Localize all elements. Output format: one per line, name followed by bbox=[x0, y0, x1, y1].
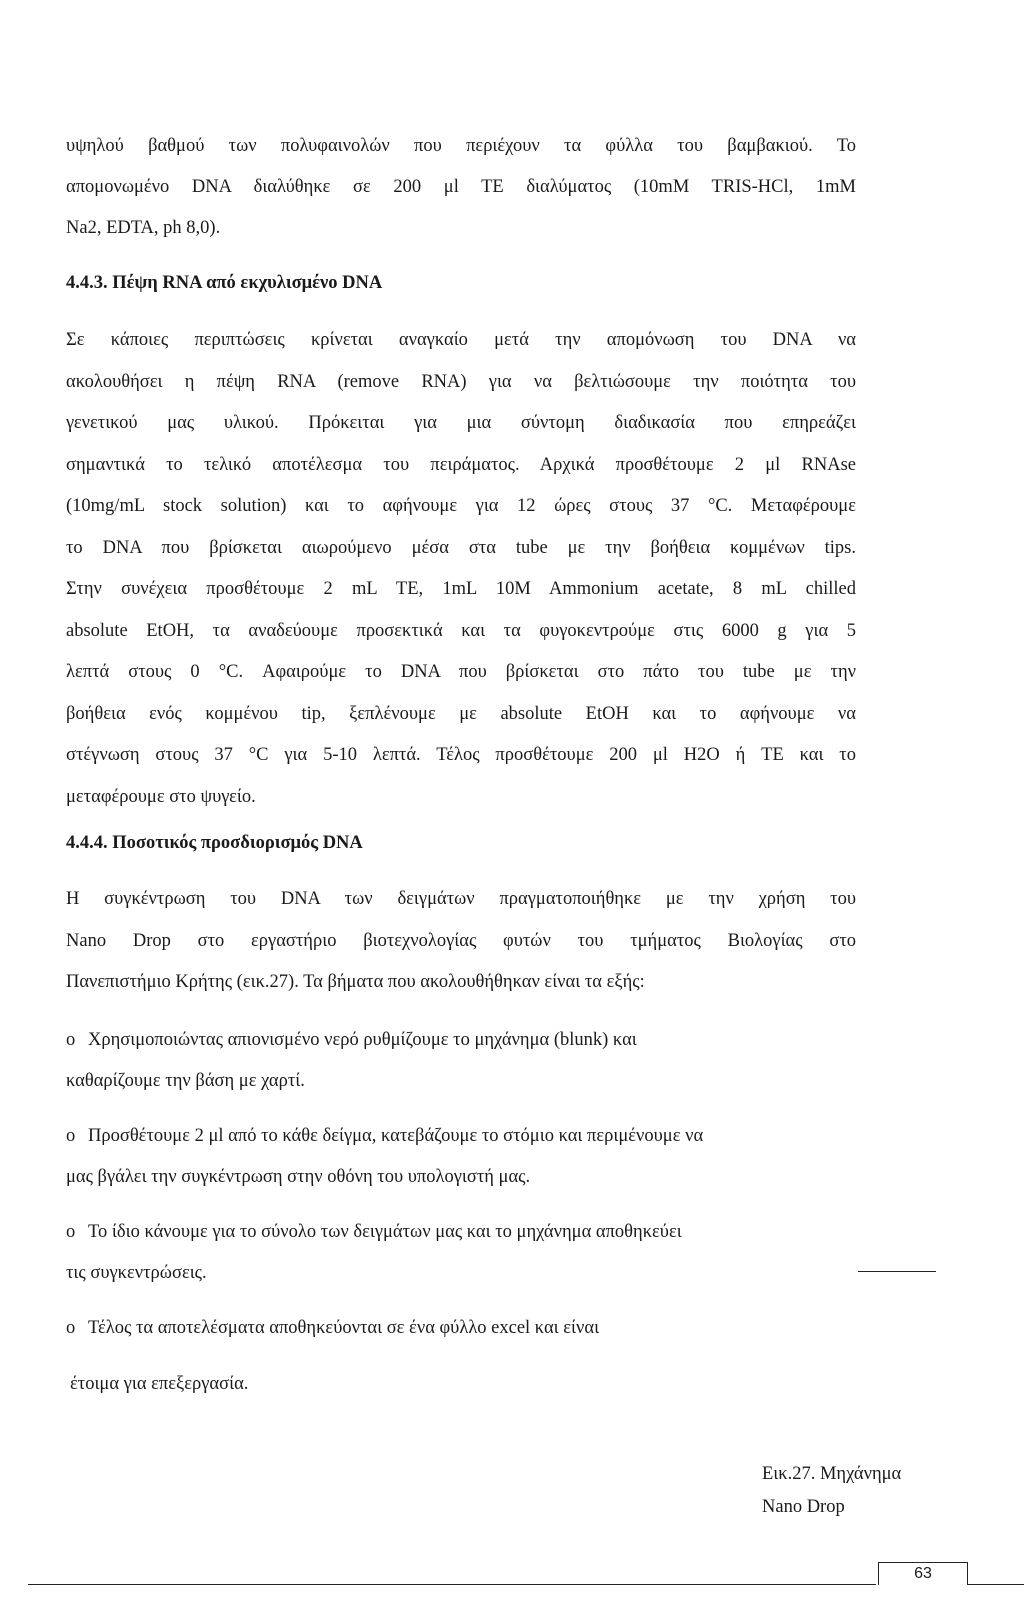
body-line: Στην συνέχεια προσθέτουμε 2 mL TE, 1mL 10M Ammonium acetate, 8 mL chilled bbox=[66, 579, 856, 599]
footer-rule bbox=[28, 1584, 876, 1585]
heading-title: Ποσοτικός προσδιορισμός DNA bbox=[112, 833, 363, 853]
body-line: Nano Drop στο εργαστήριο βιοτεχνολογίας φυτών του τμήματος Βιολογίας στο bbox=[66, 931, 856, 951]
bullet-text: Τέλος τα αποτελέσματα αποθηκεύονται σε ένα φύλλο excel και είναι bbox=[88, 1318, 600, 1338]
figure-caption-line: Nano Drop bbox=[762, 1497, 845, 1517]
body-line: σημαντικά το τελικό αποτέλεσμα του πειράματος. Αρχικά προσθέτουμε 2 μl RNAse bbox=[66, 455, 856, 475]
bullet-continuation: καθαρίζουμε την βάση με χαρτί. bbox=[66, 1071, 305, 1091]
body-line: ακολουθήσει η πέψη RNA (remove RNA) για να βελτιώσουμε την ποιότητα του bbox=[66, 372, 856, 392]
section-heading-4-4-4 bbox=[66, 833, 363, 854]
bullet-text: Προσθέτουμε 2 μl από το κάθε δείγμα, κατεβάζουμε το στόμιο και περιμένουμε να bbox=[88, 1126, 704, 1146]
body-line: (10mg/mL stock solution) και το αφήνουμε για 12 ώρες στους 37 °C. Μεταφέρουμε bbox=[66, 496, 856, 516]
heading-number: 4.4.3. bbox=[66, 273, 108, 293]
body-line: Η συγκέντρωση του DNA των δειγμάτων πραγματοποιήθηκε με την χρήση του bbox=[66, 889, 856, 909]
bullet-continuation: μας βγάλει την συγκέντρωση στην οθόνη του υπολογιστή μας. bbox=[66, 1167, 531, 1187]
body-line: μεταφέρουμε στο ψυγείο. bbox=[66, 787, 256, 807]
heading-number: 4.4.4. bbox=[66, 833, 108, 853]
bullet-item bbox=[66, 1030, 637, 1051]
bullet-marker: o bbox=[66, 1222, 76, 1242]
page-number: 63 bbox=[878, 1562, 968, 1585]
bullet-item bbox=[66, 1318, 599, 1339]
body-line: λεπτά στους 0 °C. Αφαιρούμε το DNA που βρίσκεται στο πάτο του tube με την bbox=[66, 662, 856, 682]
body-line: στέγνωση στους 37 °C για 5-10 λεπτά. Τέλος προσθέτουμε 200 μl H2O ή TE και το bbox=[66, 745, 856, 765]
divider-line bbox=[858, 1271, 936, 1272]
heading-title: Πέψη RNA από εκχυλισμένο DNA bbox=[112, 273, 383, 293]
body-line: Πανεπιστήμιο Κρήτης (εικ.27). Τα βήματα που ακολουθήθηκαν είναι τα εξής: bbox=[66, 972, 645, 992]
bullet-marker: o bbox=[66, 1126, 76, 1146]
body-line: γενετικού μας υλικού. Πρόκειται για μια σύντομη διαδικασία που επηρεάζει bbox=[66, 413, 856, 433]
bullet-text: Το ίδιο κάνουμε για το σύνολο των δειγμάτων μας και το μηχάνημα αποθηκεύει bbox=[88, 1222, 682, 1242]
figure-caption-line: Εικ.27. Μηχάνημα bbox=[762, 1464, 902, 1484]
body-line: υψηλού βαθμού των πολυφαινολών που περιέχουν τα φύλλα του βαμβακιού. Το bbox=[66, 136, 856, 156]
bullet-continuation: έτοιμα για επεξεργασία. bbox=[70, 1374, 249, 1394]
body-line: Na2, EDTA, ph 8,0). bbox=[66, 218, 221, 238]
body-line: το DNA που βρίσκεται αιωρούμενο μέσα στα tube με την βοήθεια κομμένων tips. bbox=[66, 538, 856, 558]
bullet-marker: o bbox=[66, 1318, 76, 1338]
bullet-text: Χρησιμοποιώντας απιονισμένο νερό ρυθμίζουμε το μηχάνημα (blunk) και bbox=[88, 1030, 637, 1050]
bullet-marker: o bbox=[66, 1030, 76, 1050]
bullet-item bbox=[66, 1222, 682, 1243]
body-line: Σε κάποιες περιπτώσεις κρίνεται αναγκαίο μετά την απομόνωση του DNA να bbox=[66, 330, 856, 350]
footer-rule bbox=[968, 1584, 1024, 1585]
body-line: absolute EtOH, τα αναδεύουμε προσεκτικά και τα φυγοκεντρούμε στις 6000 g για 5 bbox=[66, 621, 856, 641]
section-heading-4-4-3 bbox=[66, 273, 382, 294]
body-line: απομονωμένο DNA διαλύθηκε σε 200 μl TE διαλύματος (10mM TRIS-HCl, 1mM bbox=[66, 177, 856, 197]
bullet-item bbox=[66, 1126, 703, 1147]
bullet-continuation: τις συγκεντρώσεις. bbox=[66, 1263, 207, 1283]
body-line: βοήθεια ενός κομμένου tip, ξεπλένουμε με absolute EtOH και το αφήνουμε να bbox=[66, 704, 856, 724]
